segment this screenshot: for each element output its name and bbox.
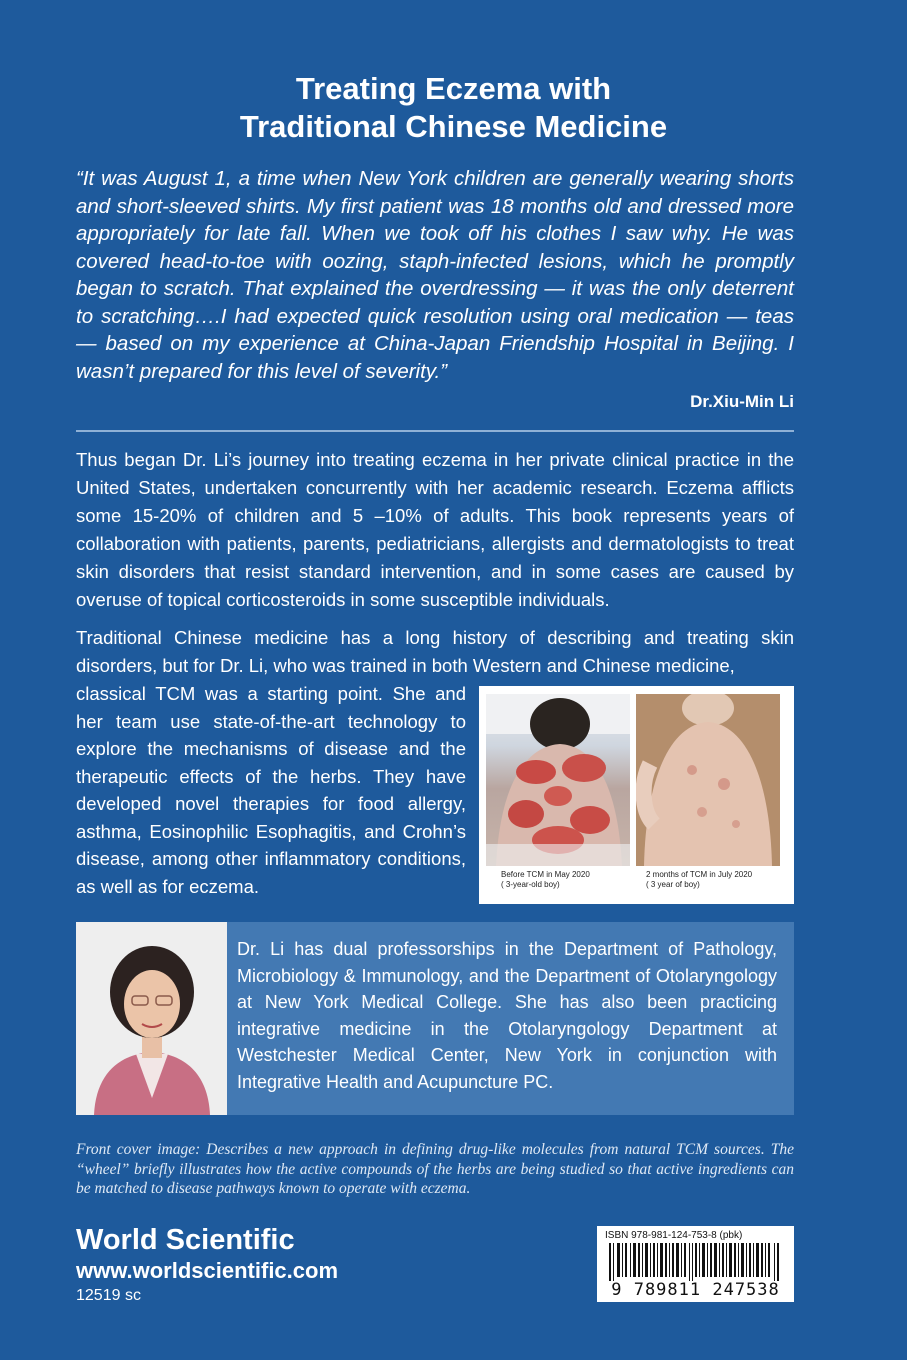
isbn-label: ISBN 978-981-124-753-8 (pbk) <box>605 1230 743 1241</box>
front-cover-note: Front cover image: Describes a new approach in defining drug-like molecules from natural TCM sources. The “wheel” briefly illustrates how the active compounds of the herbs are being studied so that active ingredients can be matched to disease pathways known to operate with eczema. <box>76 1141 794 1197</box>
divider <box>76 430 794 432</box>
before-caption <box>501 870 645 890</box>
author-portrait <box>76 922 227 1115</box>
before-treatment-photo <box>486 694 630 866</box>
after-caption <box>646 870 790 890</box>
title-line-1: Treating Eczema with <box>295 71 612 106</box>
product-code: 12519 sc <box>76 1287 141 1304</box>
body-paragraph-2-rest: classical TCM was a starting point. She and her team use state-of-the-art technology to explore the mechanisms of disease and the therapeutic effects of the herbs. They have developed novel therapies for food allergy, asthma, Eosinophilic Esophagitis, and Crohn’s disease, among other inflammatory conditions, as well as for eczema. <box>76 683 466 897</box>
author-bio-text: Dr. Li has dual professorships in the Department of Pathology, Microbiology & Immunology, and the Department of Otolaryngology at New York Medical College. She has also been practicing integrative medicine in the Otolaryngology Department at Westchester Medical Center, New York in conjunction with Integrative Health and Acupuncture PC. <box>237 939 777 1092</box>
isbn-barcode <box>597 1226 794 1302</box>
body-paragraph-2-lead: Traditional Chinese medicine has a long history of describing and treating skin disorders, but for Dr. Li, who was trained in both Western and Chinese medicine, <box>76 627 794 676</box>
after-caption-line-2: ( 3 year of boy) <box>646 880 700 889</box>
after-treatment-photo <box>636 694 780 866</box>
publisher-website[interactable]: www.worldscientific.com <box>76 1258 339 1283</box>
barcode-icon <box>609 1243 782 1281</box>
body-paragraph-1: Thus began Dr. Li’s journey into treating eczema in her private clinical practice in the United States, undertaken concurrently with her academic research. Eczema afflicts some 15-20% of children and 5 –10% of adults. This book represents years of collaboration with patients, parents, pediatricians, allergists and dermatologists to treat skin disorders that resist standard intervention, and in some cases are caused by overuse of topical corticosteroids in some susceptible individuals. <box>76 449 794 610</box>
before-caption-line-1: Before TCM in May 2020 <box>501 870 590 879</box>
quote-author: Dr.Xiu-Min Li <box>690 392 794 411</box>
after-caption-line-1: 2 months of TCM in July 2020 <box>646 870 753 879</box>
title-line-2: Traditional Chinese Medicine <box>239 109 668 144</box>
publisher-name: World Scientific <box>76 1224 295 1256</box>
before-after-photos <box>479 686 794 904</box>
author-bio-panel <box>76 922 794 1115</box>
opening-quote: “It was August 1, a time when New York children are generally wearing shorts and short-sleeved shirts. My first patient was 18 months old and dressed more appropriately for late fall. When we took off his clothes I saw why. He was covered head-to-toe with oozing, staph-infected lesions, which he promptly began to scratch. That explained the overdressing — it was the only deterrent to scratching….I had expected quick resolution using oral medication — teas — based on my experience at China-Japan Friendship Hospital in Beijing. I wasn’t prepared for this level of severity.” <box>76 167 794 383</box>
barcode-digits: 9 789811 247538 <box>611 1280 780 1300</box>
before-caption-line-2: ( 3-year-old boy) <box>501 880 560 889</box>
book-title <box>0 70 907 146</box>
